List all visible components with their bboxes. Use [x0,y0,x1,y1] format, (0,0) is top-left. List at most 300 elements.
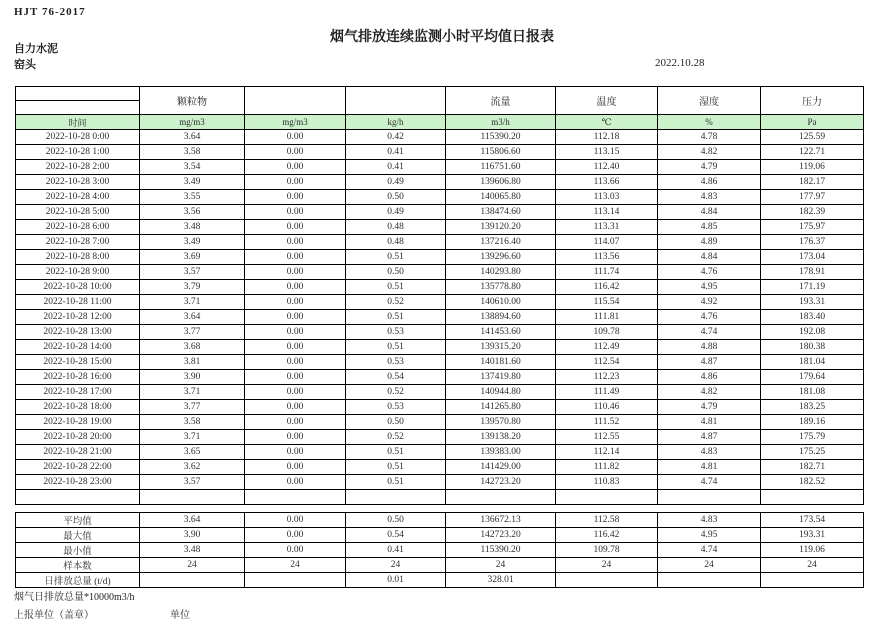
unit-time: 时间 [16,115,140,130]
value-cell: 111.74 [556,265,658,280]
value-cell: 0.00 [245,460,346,475]
value-cell: 181.08 [761,385,864,400]
value-cell: 24 [140,558,245,573]
value-cell: 0.00 [245,325,346,340]
row-label-cell: 2022-10-28 5:00 [16,205,140,220]
value-cell: 139120.20 [446,220,556,235]
value-cell: 4.76 [658,265,761,280]
value-cell: 3.77 [140,325,245,340]
value-cell: 4.82 [658,145,761,160]
value-cell [446,490,556,505]
value-cell: 175.97 [761,220,864,235]
table-row [16,475,864,490]
value-cell: 0.00 [245,265,346,280]
time-header-bottom-cell [16,101,139,114]
value-cell: 111.81 [556,310,658,325]
summary-rows-body [16,513,864,588]
value-cell: 193.31 [761,528,864,543]
value-cell: 4.84 [658,205,761,220]
value-cell: 0.00 [245,160,346,175]
row-label-cell: 2022-10-28 0:00 [16,130,140,145]
unit-label: 单位 [170,610,190,621]
value-cell: 110.46 [556,400,658,415]
value-cell: 173.54 [761,513,864,528]
value-cell: 3.77 [140,400,245,415]
value-cell: 112.40 [556,160,658,175]
value-cell: 113.56 [556,250,658,265]
row-label-cell: 2022-10-28 7:00 [16,235,140,250]
row-label-cell: 2022-10-28 2:00 [16,160,140,175]
row-label-cell: 2022-10-28 18:00 [16,400,140,415]
value-cell: 0.48 [346,220,446,235]
table-row [16,190,864,205]
value-cell: 3.64 [140,130,245,145]
value-cell: 0.52 [346,295,446,310]
unit-mgm3-2: mg/m3 [245,115,346,130]
value-cell: 111.82 [556,460,658,475]
value-cell: 3.71 [140,430,245,445]
row-label-cell: 样本数 [16,558,140,573]
value-cell: 0.01 [346,573,446,588]
value-cell: 112.58 [556,513,658,528]
col-header-empty-2 [346,87,446,115]
value-cell: 0.00 [245,430,346,445]
value-cell: 140944.80 [446,385,556,400]
value-cell: 3.71 [140,385,245,400]
value-cell: 4.81 [658,415,761,430]
value-cell: 0.52 [346,430,446,445]
value-cell: 139296.60 [446,250,556,265]
table-row [16,265,864,280]
value-cell: 0.00 [245,190,346,205]
value-cell: 0.49 [346,205,446,220]
row-label-cell: 2022-10-28 21:00 [16,445,140,460]
value-cell: 113.66 [556,175,658,190]
value-cell: 180.38 [761,340,864,355]
value-cell: 3.48 [140,543,245,558]
table-row [16,235,864,250]
value-cell: 182.39 [761,205,864,220]
value-cell: 116751.60 [446,160,556,175]
value-cell [245,490,346,505]
value-cell: 4.74 [658,475,761,490]
value-cell: 4.92 [658,295,761,310]
value-cell: 119.06 [761,543,864,558]
value-cell: 115390.20 [446,130,556,145]
value-cell: 0.53 [346,325,446,340]
value-cell: 115390.20 [446,543,556,558]
value-cell: 141453.60 [446,325,556,340]
value-cell: 0.48 [346,235,446,250]
row-label-cell: 2022-10-28 10:00 [16,280,140,295]
value-cell [245,573,346,588]
value-cell: 328.01 [446,573,556,588]
value-cell: 3.69 [140,250,245,265]
monitoring-point: 窑头 [14,59,36,71]
reporting-unit-label: 上报单位（盖章） [14,610,94,621]
value-cell: 0.00 [245,175,346,190]
value-cell: 0.00 [245,543,346,558]
value-cell: 4.87 [658,430,761,445]
value-cell [556,490,658,505]
value-cell: 138474.60 [446,205,556,220]
unit-celsius: ℃ [556,115,658,130]
value-cell: 115.54 [556,295,658,310]
table-row [16,325,864,340]
row-label-cell: 2022-10-28 22:00 [16,460,140,475]
value-cell: 4.74 [658,543,761,558]
value-cell: 3.79 [140,280,245,295]
row-label-cell: 日排放总量 (t/d) [16,573,140,588]
table-row [16,460,864,475]
value-cell: 139570.80 [446,415,556,430]
col-header-empty-1 [245,87,346,115]
value-cell: 0.00 [245,385,346,400]
company-name: 自力水泥 [14,43,58,55]
unit-header-row [16,115,864,130]
table-row [16,175,864,190]
value-cell: 0.53 [346,400,446,415]
value-cell: 3.56 [140,205,245,220]
value-cell: 137419.80 [446,370,556,385]
table-row [16,528,864,543]
value-cell: 112.54 [556,355,658,370]
value-cell [556,573,658,588]
value-cell: 4.78 [658,130,761,145]
value-cell: 0.54 [346,528,446,543]
value-cell: 4.79 [658,160,761,175]
row-label-cell: 2022-10-28 8:00 [16,250,140,265]
hourly-data-table [15,86,864,505]
time-header-split-cell [16,87,140,115]
value-cell: 0.00 [245,220,346,235]
row-label-cell [16,490,140,505]
value-cell: 141429.00 [446,460,556,475]
unit-kgh: kg/h [346,115,446,130]
value-cell: 3.64 [140,513,245,528]
value-cell: 0.00 [245,513,346,528]
value-cell [761,573,864,588]
value-cell: 0.00 [245,445,346,460]
value-cell: 116.42 [556,280,658,295]
value-cell: 112.49 [556,340,658,355]
value-cell: 0.51 [346,445,446,460]
value-cell: 4.86 [658,370,761,385]
row-label-cell: 2022-10-28 9:00 [16,265,140,280]
value-cell: 135778.80 [446,280,556,295]
value-cell: 109.78 [556,325,658,340]
value-cell: 112.14 [556,445,658,460]
value-cell: 111.52 [556,415,658,430]
value-cell: 4.86 [658,175,761,190]
value-cell: 176.37 [761,235,864,250]
value-cell: 0.41 [346,160,446,175]
value-cell: 0.50 [346,415,446,430]
value-cell: 0.00 [245,280,346,295]
value-cell: 139606.80 [446,175,556,190]
value-cell: 0.00 [245,475,346,490]
value-cell: 4.95 [658,280,761,295]
value-cell: 4.87 [658,355,761,370]
value-cell: 0.53 [346,355,446,370]
value-cell: 4.82 [658,385,761,400]
value-cell: 3.71 [140,295,245,310]
page-title: 烟气排放连续监测小时平均值日报表 [330,30,554,45]
table-row [16,385,864,400]
value-cell: 3.55 [140,190,245,205]
value-cell: 0.51 [346,340,446,355]
row-label-cell: 2022-10-28 19:00 [16,415,140,430]
value-cell: 179.64 [761,370,864,385]
value-cell: 0.00 [245,235,346,250]
table-row [16,145,864,160]
table-row [16,430,864,445]
row-label-cell: 平均值 [16,513,140,528]
table-row [16,160,864,175]
value-cell: 0.51 [346,280,446,295]
value-cell: 141265.80 [446,400,556,415]
report-date: 2022.10.28 [655,57,705,69]
value-cell: 140293.80 [446,265,556,280]
value-cell: 0.54 [346,370,446,385]
value-cell [761,490,864,505]
value-cell: 116.42 [556,528,658,543]
row-label-cell: 2022-10-28 17:00 [16,385,140,400]
value-cell: 114.07 [556,235,658,250]
value-cell: 142723.20 [446,528,556,543]
value-cell [140,573,245,588]
total-emission-note: 烟气日排放总量*10000m3/h [14,592,135,603]
value-cell: 0.00 [245,295,346,310]
table-row [16,340,864,355]
unit-m3h: m3/h [446,115,556,130]
row-label-cell: 2022-10-28 4:00 [16,190,140,205]
value-cell: 139383.00 [446,445,556,460]
col-header-humidity: 湿度 [658,87,761,115]
value-cell: 3.90 [140,370,245,385]
table-row [16,220,864,235]
value-cell: 0.51 [346,250,446,265]
group-header-row [16,87,864,115]
value-cell: 3.49 [140,175,245,190]
table-row [16,280,864,295]
value-cell [658,490,761,505]
value-cell: 182.71 [761,460,864,475]
value-cell: 4.76 [658,310,761,325]
table-row [16,490,864,505]
table-row [16,573,864,588]
value-cell: 3.90 [140,528,245,543]
value-cell: 139138.20 [446,430,556,445]
value-cell: 4.79 [658,400,761,415]
hourly-rows-body [16,130,864,505]
value-cell: 4.89 [658,235,761,250]
value-cell: 182.17 [761,175,864,190]
value-cell: 4.84 [658,250,761,265]
value-cell: 119.06 [761,160,864,175]
value-cell: 3.68 [140,340,245,355]
value-cell: 140065.80 [446,190,556,205]
row-label-cell: 2022-10-28 20:00 [16,430,140,445]
value-cell: 0.00 [245,400,346,415]
value-cell: 0.00 [245,310,346,325]
value-cell: 0.00 [245,355,346,370]
value-cell: 125.59 [761,130,864,145]
value-cell: 4.88 [658,340,761,355]
value-cell: 0.00 [245,130,346,145]
value-cell: 0.51 [346,475,446,490]
time-header-top-cell [16,87,139,101]
value-cell: 112.18 [556,130,658,145]
value-cell: 115806.60 [446,145,556,160]
value-cell: 139315.20 [446,340,556,355]
value-cell: 113.03 [556,190,658,205]
value-cell: 178.91 [761,265,864,280]
value-cell: 0.42 [346,130,446,145]
value-cell: 0.41 [346,543,446,558]
value-cell: 3.81 [140,355,245,370]
table-row [16,513,864,528]
value-cell: 3.54 [140,160,245,175]
value-cell [140,490,245,505]
value-cell: 113.15 [556,145,658,160]
row-label-cell: 2022-10-28 11:00 [16,295,140,310]
row-label-cell: 2022-10-28 1:00 [16,145,140,160]
value-cell: 0.00 [245,415,346,430]
value-cell: 175.79 [761,430,864,445]
value-cell: 192.08 [761,325,864,340]
value-cell: 0.51 [346,460,446,475]
table-row [16,558,864,573]
value-cell: 177.97 [761,190,864,205]
unit-percent: % [658,115,761,130]
value-cell: 0.50 [346,265,446,280]
value-cell: 0.00 [245,145,346,160]
row-label-cell: 最大值 [16,528,140,543]
value-cell: 142723.20 [446,475,556,490]
value-cell: 112.23 [556,370,658,385]
value-cell: 122.71 [761,145,864,160]
value-cell: 189.16 [761,415,864,430]
value-cell: 181.04 [761,355,864,370]
table-row [16,250,864,265]
value-cell: 3.49 [140,235,245,250]
row-label-cell: 2022-10-28 15:00 [16,355,140,370]
value-cell: 173.04 [761,250,864,265]
value-cell: 0.50 [346,513,446,528]
value-cell: 3.58 [140,145,245,160]
standard-code: HJT 76-2017 [14,6,86,18]
summary-table [15,512,864,588]
value-cell [346,490,446,505]
value-cell: 137216.40 [446,235,556,250]
unit-mgm3-1: mg/m3 [140,115,245,130]
value-cell: 0.49 [346,175,446,190]
table-row [16,295,864,310]
value-cell: 3.58 [140,415,245,430]
table-row [16,400,864,415]
value-cell: 4.95 [658,528,761,543]
row-label-cell: 2022-10-28 16:00 [16,370,140,385]
row-label-cell: 2022-10-28 23:00 [16,475,140,490]
table-row [16,355,864,370]
row-label-cell: 2022-10-28 13:00 [16,325,140,340]
col-header-flow: 流量 [446,87,556,115]
value-cell: 109.78 [556,543,658,558]
value-cell: 4.83 [658,190,761,205]
value-cell: 4.74 [658,325,761,340]
value-cell: 110.83 [556,475,658,490]
value-cell: 0.50 [346,190,446,205]
value-cell: 193.31 [761,295,864,310]
value-cell: 3.65 [140,445,245,460]
value-cell [658,573,761,588]
value-cell: 3.48 [140,220,245,235]
table-row [16,370,864,385]
value-cell: 24 [346,558,446,573]
value-cell: 0.00 [245,528,346,543]
value-cell: 24 [556,558,658,573]
value-cell: 0.00 [245,205,346,220]
value-cell: 4.85 [658,220,761,235]
table-row [16,543,864,558]
value-cell: 111.49 [556,385,658,400]
value-cell: 138894.60 [446,310,556,325]
value-cell: 136672.13 [446,513,556,528]
value-cell: 4.83 [658,513,761,528]
row-label-cell: 2022-10-28 14:00 [16,340,140,355]
value-cell: 0.52 [346,385,446,400]
row-label-cell: 2022-10-28 6:00 [16,220,140,235]
value-cell: 24 [245,558,346,573]
value-cell: 0.00 [245,340,346,355]
value-cell: 3.57 [140,475,245,490]
value-cell: 0.00 [245,370,346,385]
value-cell: 183.40 [761,310,864,325]
value-cell: 24 [761,558,864,573]
value-cell: 140610.00 [446,295,556,310]
value-cell: 183.25 [761,400,864,415]
table-row [16,310,864,325]
value-cell: 3.64 [140,310,245,325]
value-cell: 4.83 [658,445,761,460]
value-cell: 3.62 [140,460,245,475]
col-header-temperature: 温度 [556,87,658,115]
row-label-cell: 2022-10-28 12:00 [16,310,140,325]
value-cell: 112.55 [556,430,658,445]
value-cell: 3.57 [140,265,245,280]
value-cell: 113.14 [556,205,658,220]
value-cell: 24 [658,558,761,573]
col-header-particulate: 颗粒物 [140,87,245,115]
table-row [16,205,864,220]
table-row [16,415,864,430]
value-cell: 0.51 [346,310,446,325]
unit-pa: Pa [761,115,864,130]
value-cell: 0.41 [346,145,446,160]
value-cell: 175.25 [761,445,864,460]
value-cell: 171.19 [761,280,864,295]
table-row [16,130,864,145]
row-label-cell: 2022-10-28 3:00 [16,175,140,190]
value-cell: 0.00 [245,250,346,265]
value-cell: 24 [446,558,556,573]
value-cell: 140181.60 [446,355,556,370]
value-cell: 113.31 [556,220,658,235]
value-cell: 182.52 [761,475,864,490]
value-cell: 4.81 [658,460,761,475]
row-label-cell: 最小值 [16,543,140,558]
